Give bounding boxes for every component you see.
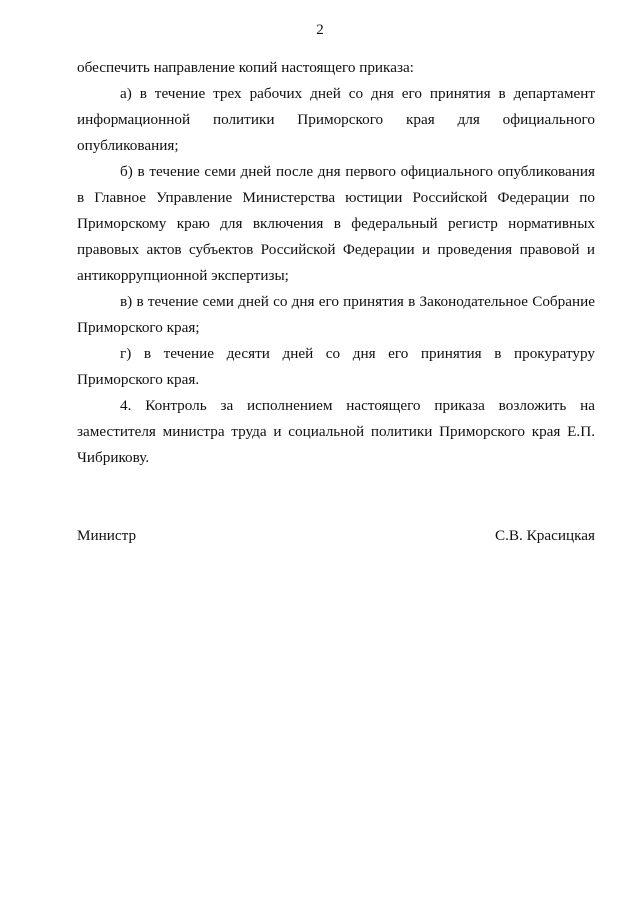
paragraph-item-g: г) в течение десяти дней со дня его принятия в прокуратуру Приморского края. bbox=[77, 345, 595, 388]
paragraph-item-v: в) в течение семи дней со дня его принятия в Законодательное Собрание Приморского края; bbox=[77, 293, 595, 336]
paragraph-item-b: б) в течение семи дней после дня первого официального опубликования в Главное Управление Министерства юстиции Российской Федерации по Приморскому краю для включения в федеральный регистр нормативных правовых актов субъектов Российской Федерации и проведения правовой и антикоррупционной экспертизы; bbox=[77, 163, 595, 284]
signatory-position: Министр bbox=[77, 527, 137, 544]
signatory-name: С.В. Красицкая bbox=[495, 527, 595, 544]
paragraph-intro: обеспечить направление копий настоящего приказа: bbox=[77, 59, 414, 76]
document-body bbox=[77, 55, 595, 471]
signature-block bbox=[77, 523, 595, 549]
paragraph-control-clause: 4. Контроль за исполнением настоящего приказа возложить на заместителя министра труда и социальной политики Приморского края Е.П. Чибрикову. bbox=[77, 397, 595, 466]
paragraph-item-a: а) в течение трех рабочих дней со дня его принятия в департамент информационной политики Приморского края для официального опубликования; bbox=[77, 85, 595, 154]
page-number: 2 bbox=[316, 22, 324, 38]
